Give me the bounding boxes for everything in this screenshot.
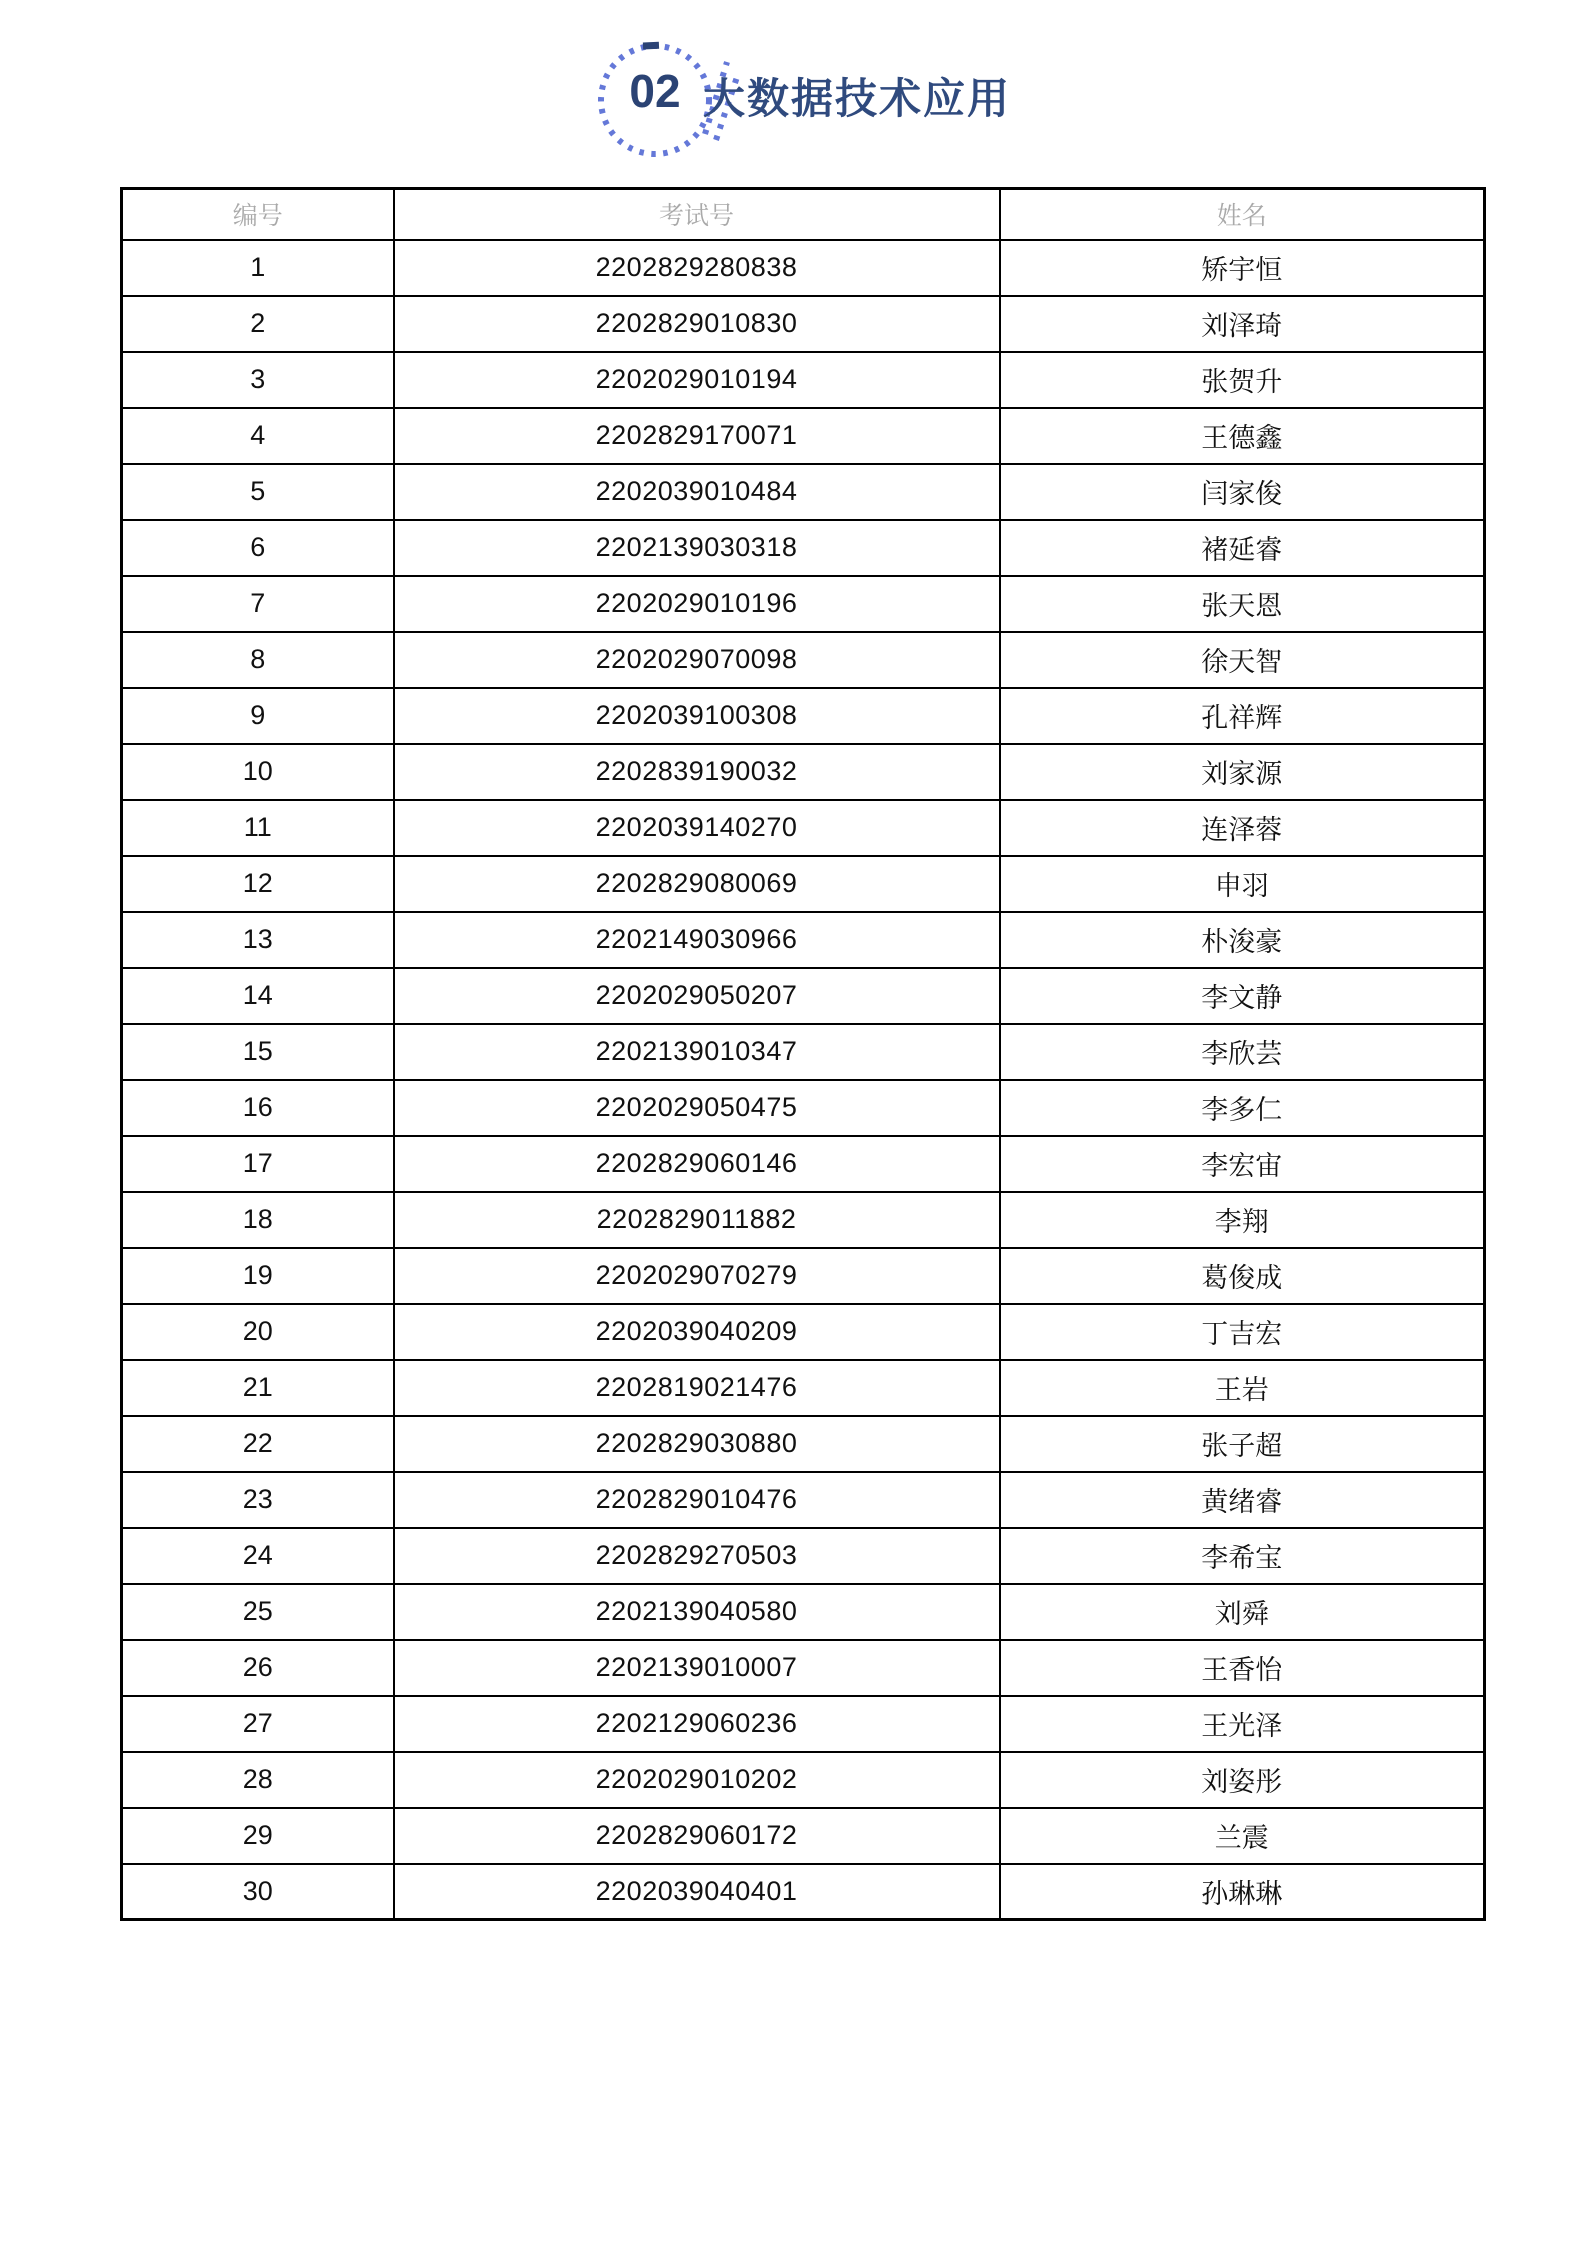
name-cell: 刘姿彤	[1000, 1752, 1485, 1808]
table-row	[122, 1416, 1485, 1472]
row-number-cell: 17	[122, 1136, 394, 1192]
table-row	[122, 1584, 1485, 1640]
table-row	[122, 968, 1485, 1024]
row-number-cell: 14	[122, 968, 394, 1024]
row-number-cell: 24	[122, 1528, 394, 1584]
row-number-cell: 21	[122, 1360, 394, 1416]
column-header-number: 编号	[122, 189, 394, 240]
name-cell: 李文静	[1000, 968, 1485, 1024]
name-cell: 李希宝	[1000, 1528, 1485, 1584]
name-cell: 王德鑫	[1000, 408, 1485, 464]
name-cell: 孔祥辉	[1000, 688, 1485, 744]
row-number-cell: 13	[122, 912, 394, 968]
row-number-cell: 8	[122, 632, 394, 688]
name-cell: 王光泽	[1000, 1696, 1485, 1752]
exam-number-cell: 2202829030880	[394, 1416, 1000, 1472]
row-number-cell: 9	[122, 688, 394, 744]
row-number-cell: 6	[122, 520, 394, 576]
row-number-cell: 12	[122, 856, 394, 912]
table-row	[122, 1248, 1485, 1304]
column-header-name: 姓名	[1000, 189, 1485, 240]
name-cell: 李翔	[1000, 1192, 1485, 1248]
exam-number-cell: 2202829060172	[394, 1808, 1000, 1864]
name-cell: 李欣芸	[1000, 1024, 1485, 1080]
row-number-cell: 27	[122, 1696, 394, 1752]
name-cell: 褚延睿	[1000, 520, 1485, 576]
name-cell: 申羽	[1000, 856, 1485, 912]
table-row	[122, 1808, 1485, 1864]
exam-number-cell: 2202029050207	[394, 968, 1000, 1024]
table-row	[122, 688, 1485, 744]
exam-number-cell: 2202829270503	[394, 1528, 1000, 1584]
section-number: 02	[629, 65, 681, 117]
name-cell: 刘家源	[1000, 744, 1485, 800]
table-row	[122, 1080, 1485, 1136]
exam-number-cell: 2202029010194	[394, 352, 1000, 408]
row-number-cell: 25	[122, 1584, 394, 1640]
column-header-exam-number: 考试号	[394, 189, 1000, 240]
exam-number-cell: 2202029010202	[394, 1752, 1000, 1808]
name-cell: 矫宇恒	[1000, 240, 1485, 296]
name-cell: 李宏宙	[1000, 1136, 1485, 1192]
name-cell: 王香怡	[1000, 1640, 1485, 1696]
name-cell: 兰震	[1000, 1808, 1485, 1864]
table-row	[122, 1752, 1485, 1808]
table-row	[122, 296, 1485, 352]
name-cell: 丁吉宏	[1000, 1304, 1485, 1360]
name-cell: 闫家俊	[1000, 464, 1485, 520]
name-cell: 李多仁	[1000, 1080, 1485, 1136]
row-number-cell: 2	[122, 296, 394, 352]
exam-number-cell: 2202829170071	[394, 408, 1000, 464]
table-row	[122, 352, 1485, 408]
table-row	[122, 1640, 1485, 1696]
table-row	[122, 800, 1485, 856]
exam-number-cell: 2202029070279	[394, 1248, 1000, 1304]
table-row	[122, 576, 1485, 632]
row-number-cell: 23	[122, 1472, 394, 1528]
table-row	[122, 1360, 1485, 1416]
table-row	[122, 1472, 1485, 1528]
table-body	[122, 240, 1485, 1920]
table-row	[122, 1024, 1485, 1080]
table-row	[122, 1864, 1485, 1920]
exam-number-cell: 2202829280838	[394, 240, 1000, 296]
row-number-cell: 1	[122, 240, 394, 296]
table-row	[122, 1136, 1485, 1192]
exam-number-cell: 2202139040580	[394, 1584, 1000, 1640]
table-row	[122, 856, 1485, 912]
exam-number-cell: 2202819021476	[394, 1360, 1000, 1416]
table-row	[122, 240, 1485, 296]
row-number-cell: 16	[122, 1080, 394, 1136]
table-row	[122, 912, 1485, 968]
row-number-cell: 3	[122, 352, 394, 408]
table-row	[122, 520, 1485, 576]
name-cell: 刘舜	[1000, 1584, 1485, 1640]
exam-number-cell: 2202039040401	[394, 1864, 1000, 1920]
row-number-cell: 29	[122, 1808, 394, 1864]
row-number-cell: 30	[122, 1864, 394, 1920]
exam-number-cell: 2202139010007	[394, 1640, 1000, 1696]
name-cell: 张天恩	[1000, 576, 1485, 632]
row-number-cell: 5	[122, 464, 394, 520]
name-cell: 张子超	[1000, 1416, 1485, 1472]
exam-number-cell: 2202839190032	[394, 744, 1000, 800]
row-number-cell: 19	[122, 1248, 394, 1304]
page-title: 大数据技术应用	[703, 75, 1012, 122]
exam-number-cell: 2202029010196	[394, 576, 1000, 632]
table-row	[122, 632, 1485, 688]
name-cell: 刘泽琦	[1000, 296, 1485, 352]
exam-number-cell: 2202139030318	[394, 520, 1000, 576]
row-number-cell: 4	[122, 408, 394, 464]
name-cell: 王岩	[1000, 1360, 1485, 1416]
section-header	[0, 0, 1586, 190]
table-row	[122, 1192, 1485, 1248]
exam-number-cell: 2202829060146	[394, 1136, 1000, 1192]
name-cell: 张贺升	[1000, 352, 1485, 408]
exam-number-cell: 2202039140270	[394, 800, 1000, 856]
exam-number-cell: 2202829011882	[394, 1192, 1000, 1248]
row-number-cell: 7	[122, 576, 394, 632]
exam-roster-table	[120, 187, 1486, 1921]
table-row	[122, 744, 1485, 800]
exam-number-cell: 2202129060236	[394, 1696, 1000, 1752]
exam-number-cell: 2202029050475	[394, 1080, 1000, 1136]
exam-number-cell: 2202139010347	[394, 1024, 1000, 1080]
table-row	[122, 1696, 1485, 1752]
table-row	[122, 408, 1485, 464]
table-row	[122, 464, 1485, 520]
exam-number-cell: 2202829010830	[394, 296, 1000, 352]
name-cell: 葛俊成	[1000, 1248, 1485, 1304]
row-number-cell: 22	[122, 1416, 394, 1472]
exam-number-cell: 2202039040209	[394, 1304, 1000, 1360]
exam-number-cell: 2202039010484	[394, 464, 1000, 520]
exam-number-cell: 2202029070098	[394, 632, 1000, 688]
name-cell: 孙琳琳	[1000, 1864, 1485, 1920]
table-row	[122, 1304, 1485, 1360]
name-cell: 连泽蓉	[1000, 800, 1485, 856]
name-cell: 黄绪睿	[1000, 1472, 1485, 1528]
exam-number-cell: 2202039100308	[394, 688, 1000, 744]
row-number-cell: 10	[122, 744, 394, 800]
table-header-row	[122, 189, 1485, 240]
exam-number-cell: 2202829080069	[394, 856, 1000, 912]
exam-number-cell: 2202149030966	[394, 912, 1000, 968]
exam-number-cell: 2202829010476	[394, 1472, 1000, 1528]
name-cell: 徐天智	[1000, 632, 1485, 688]
row-number-cell: 26	[122, 1640, 394, 1696]
row-number-cell: 18	[122, 1192, 394, 1248]
table-row	[122, 1528, 1485, 1584]
name-cell: 朴浚豪	[1000, 912, 1485, 968]
row-number-cell: 15	[122, 1024, 394, 1080]
row-number-cell: 28	[122, 1752, 394, 1808]
row-number-cell: 20	[122, 1304, 394, 1360]
row-number-cell: 11	[122, 800, 394, 856]
